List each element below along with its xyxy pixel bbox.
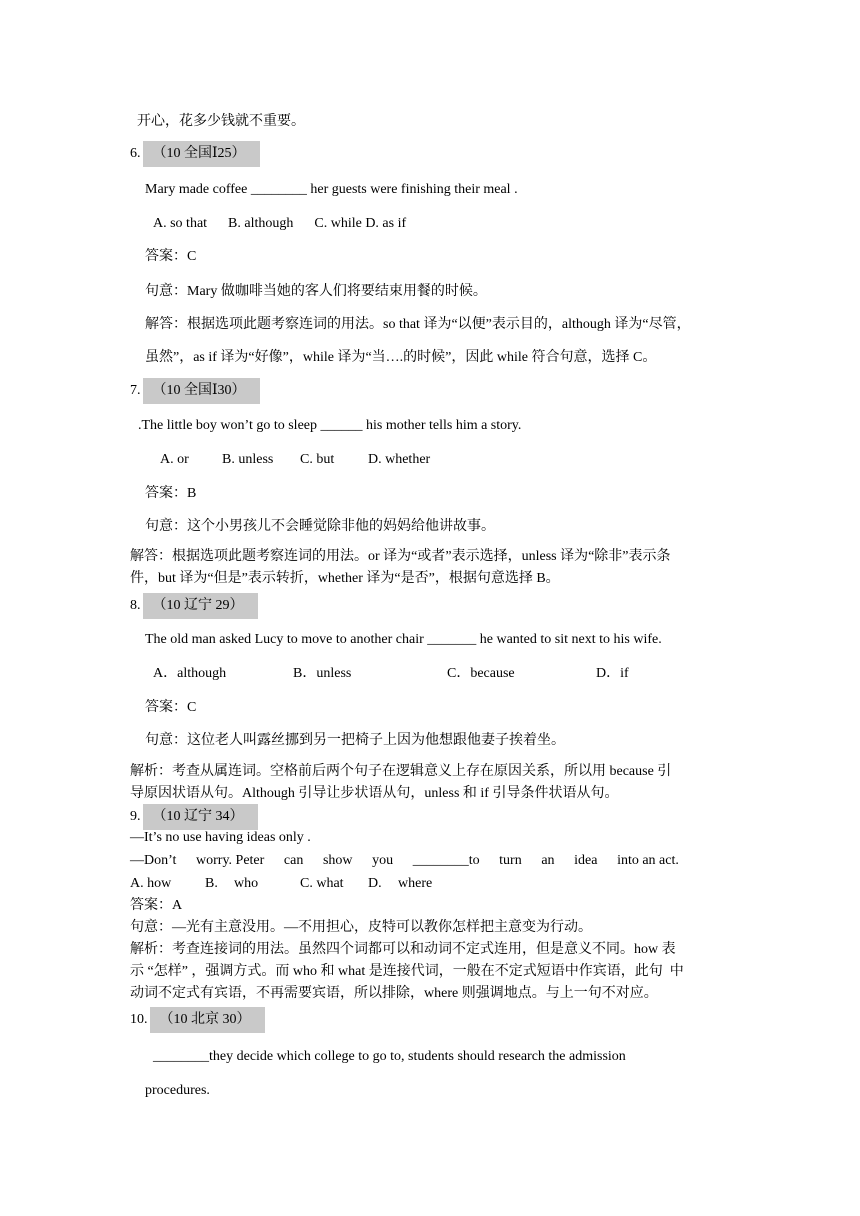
explanation-line: 解答：根据选项此题考察连词的用法。or 译为“或者”表示选择，unless 译为“除非”表示条 bbox=[130, 549, 671, 564]
option-b-word: who bbox=[234, 876, 259, 891]
answer: 答案：A bbox=[130, 898, 183, 913]
options-line: A. so that B. although C. while D. as if bbox=[153, 216, 407, 231]
word: turn bbox=[499, 853, 522, 868]
word: idea bbox=[574, 853, 598, 868]
answer: 答案：B bbox=[145, 486, 197, 501]
option-c: C. what bbox=[300, 876, 344, 891]
dialog-line: —It’s no use having ideas only . bbox=[130, 830, 311, 845]
question-9-header bbox=[130, 804, 258, 830]
word: —Don’t bbox=[130, 853, 177, 868]
answer: 答案：C bbox=[145, 249, 197, 264]
word: ________to bbox=[412, 853, 480, 868]
word: worry. Peter bbox=[196, 853, 265, 868]
meaning: 句意：—光有主意没用。—不用担心，皮特可以教你怎样把主意变为行动。 bbox=[130, 920, 592, 935]
question-8-header bbox=[130, 593, 258, 619]
word: you bbox=[372, 853, 394, 868]
question-stem: ________they decide which college to go to, students should research the admission bbox=[153, 1049, 626, 1064]
word: show bbox=[322, 853, 353, 868]
source-tag: （10 北京 30） bbox=[150, 1007, 265, 1033]
question-number: 8. bbox=[130, 598, 141, 613]
question-7-header bbox=[130, 378, 260, 404]
question-stem: procedures. bbox=[145, 1083, 210, 1098]
option-c: C. but bbox=[300, 452, 335, 467]
option-a: A．although bbox=[153, 666, 227, 681]
question-number: 7. bbox=[130, 383, 141, 398]
meaning: 句意：这位老人叫露丝挪到另一把椅子上因为他想跟他妻子挨着坐。 bbox=[145, 733, 565, 748]
question-stem: .The little boy won’t go to sleep ______ his mother tells him a story. bbox=[138, 418, 522, 433]
option-a: A. or bbox=[160, 452, 189, 467]
option-d-word: where bbox=[398, 876, 433, 891]
explanation-line: 解答：根据选项此题考察连词的用法。so that 译为“以便”表示目的，although 译为“尽管， bbox=[145, 317, 691, 332]
continued-text: 开心，花多少钱就不重要。 bbox=[137, 114, 305, 129]
explanation-line: 动词不定式有宾语，不再需要宾语，所以排除，where 则强调地点。与上一句不对应。 bbox=[130, 986, 658, 1001]
source-tag: （10 全国Ⅰ30） bbox=[143, 378, 260, 404]
meaning: 句意：这个小男孩儿不会睡觉除非他的妈妈给他讲故事。 bbox=[145, 519, 495, 534]
explanation-line: 件，but 译为“但是”表示转折，whether 译为“是否”，根据句意选择 B。 bbox=[130, 571, 560, 586]
option-d: D. whether bbox=[368, 452, 431, 467]
explanation-line: 导原因状语从句。Although 引导让步状语从句，unless 和 if 引导条件状语从句。 bbox=[130, 786, 619, 801]
source-tag: （10 辽宁 34） bbox=[143, 804, 258, 830]
option-d-letter: D. bbox=[368, 876, 382, 891]
question-number: 6. bbox=[130, 146, 141, 161]
question-stem: The old man asked Lucy to move to another chair _______ he wanted to sit next to his wife. bbox=[145, 632, 662, 647]
question-10-header bbox=[130, 1007, 265, 1033]
option-a: A. how bbox=[130, 876, 172, 891]
source-tag: （10 全国Ⅰ25） bbox=[143, 141, 260, 167]
explanation-line: 虽然”，as if 译为“好像”，while 译为“当….的时候”，因此 while 符合句意，选择 C。 bbox=[145, 350, 657, 365]
option-b: B. unless bbox=[222, 452, 274, 467]
option-b-letter: B. bbox=[205, 876, 218, 891]
source-tag: （10 辽宁 29） bbox=[143, 593, 258, 619]
meaning: 句意：Mary 做咖啡当她的客人们将要结束用餐的时候。 bbox=[145, 284, 487, 299]
question-6-header bbox=[130, 141, 260, 167]
explanation-line: 示 “怎样” ，强调方式。而 who 和 what 是连接代词，一般在不定式短语中作宾语，此句 中 bbox=[130, 964, 684, 979]
answer: 答案：C bbox=[145, 700, 197, 715]
word: an bbox=[541, 853, 555, 868]
option-c: C．because bbox=[447, 666, 515, 681]
option-d: D．if bbox=[596, 666, 629, 681]
explanation-line: 解析：考查从属连词。空格前后两个句子在逻辑意义上存在原因关系，所以用 because 引 bbox=[130, 764, 672, 779]
word: into an act. bbox=[617, 853, 679, 868]
question-number: 10. bbox=[130, 1012, 148, 1027]
option-b: B．unless bbox=[293, 666, 352, 681]
question-stem: Mary made coffee ________ her guests were finishing their meal . bbox=[145, 182, 518, 197]
explanation-line: 解析：考查连接词的用法。虽然四个词都可以和动词不定式连用，但是意义不同。how 表 bbox=[130, 942, 676, 957]
question-number: 9. bbox=[130, 809, 141, 824]
word: can bbox=[283, 853, 304, 868]
dialog-line bbox=[130, 851, 679, 871]
